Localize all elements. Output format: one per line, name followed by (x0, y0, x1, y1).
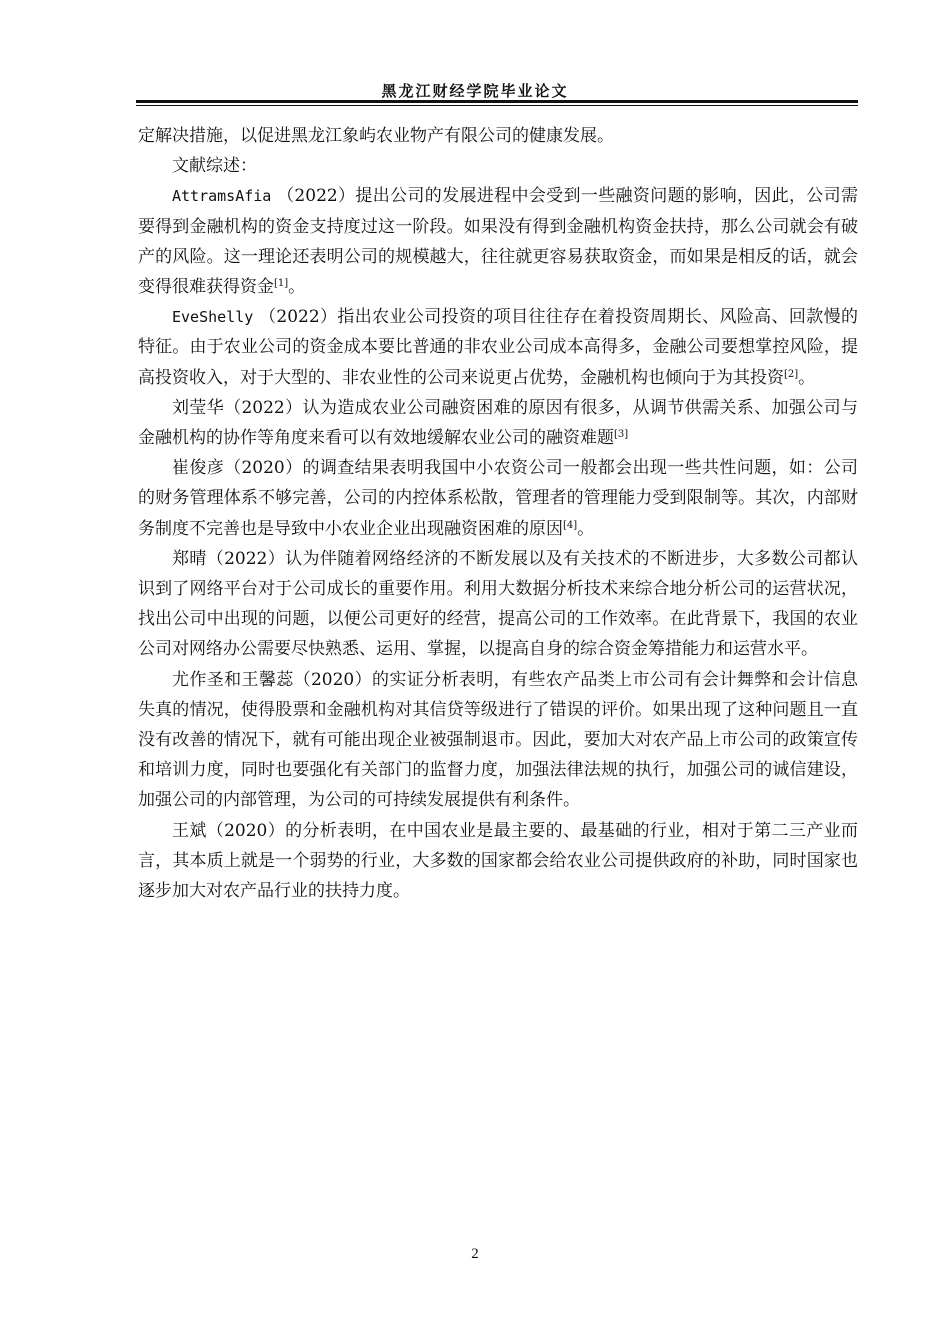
paragraph-liu-yinghua (138, 393, 858, 453)
header-rule-thin (136, 105, 858, 106)
running-header-title: 黑龙江财经学院毕业论文 (381, 82, 569, 100)
paragraph-continuation: 定解决措施，以促进黑龙江象屿农业物产有限公司的健康发展。 (138, 126, 614, 146)
paragraph-cui-junyan (138, 453, 858, 544)
author-name: AttramsAfia (172, 187, 272, 206)
paragraph-body: 刘莹华（2022）认为造成农业公司融资困难的原因有很多，从调节供需关系、加强公司与金融机构的协作等角度来看可以有效地缓解农业公司的融资难题 (138, 397, 858, 449)
paragraph-tail: 。 (577, 518, 595, 539)
citation-ref: [4] (563, 519, 578, 531)
page-number: 2 (471, 1246, 479, 1262)
section-heading-literature-review: 文献综述： (172, 156, 257, 177)
body-text (138, 121, 858, 906)
paragraph-zheng-qing: 郑晴（2022）认为伴随着网络经济的不断发展以及有关技术的不断进步，大多数公司都认识到了网络平台对于公司成长的重要作用。利用大数据分析技术来综合地分析公司的运营状况，找出公司中出现的问题，以便公司更好的经营，提高公司的工作效率。在此背景下，我国的农业公司对网络办公需要尽快熟悉、运用、掌握，以提高自身的综合资金筹措能力和运营水平。 (138, 548, 858, 660)
paragraph-body: 崔俊彦（2020）的调查结果表明我国中小农资公司一般都会出现一些共性问题，如：公司的财务管理体系不够完善，公司的内控体系松散，管理者的管理能力受到限制等。其次，内部财务制度不完善也是导致中小农业企业出现融资困难的原因 (138, 458, 858, 539)
paragraph-attramsafia (138, 181, 858, 302)
paragraph-body: （2022）指出农业公司投资的项目往往存在着投资周期长、风险高、回款慢的特征。由于农业公司的资金成本要比普通的非农业公司成本高得多，金融公司要想掌控风险，提高投资收入，对于大型的、非农业性的公司来说更占优势，金融机构也倾向于为其投资 (138, 307, 859, 388)
header-rule-thick (136, 100, 858, 103)
paragraph-body: （2022）提出公司的发展进程中会受到一些融资问题的影响，因此，公司需要得到金融机构的资金支持度过这一阶段。如果没有得到金融机构资金扶持，那么公司就会有破产的风险。这一理论还表明公司的规模越大，往往就更容易获取资金，而如果是相反的话，就会变得很难获得资金 (138, 186, 858, 298)
author-name: EveShelly (172, 308, 254, 327)
paragraph-you-zuosheng: 尤作圣和王馨蕊（2020）的实证分析表明，有些农产品类上市公司有会计舞弊和会计信息失真的情况，使得股票和金融机构对其信贷等级进行了错误的评价。如果出现了这种问题且一直没有改善的情况下，就有可能出现企业被强制退市。因此，要加大对农产品上市公司的政策宣传和培训力度，同时也要强化有关部门的监督力度，加强法律法规的执行，加强公司的诚信建设，加强公司的内部管理，为公司的可持续发展提供有利条件。 (138, 669, 858, 811)
paragraph-wang-bin: 王斌（2020）的分析表明，在中国农业是最主要的、最基础的行业，相对于第二三产业而言，其本质上就是一个弱势的行业，大多数的国家都会给农业公司提供政府的补助，同时国家也逐步加大对农产品行业的扶持力度。 (138, 820, 858, 902)
citation-ref: [2] (784, 368, 799, 380)
paragraph-tail: 。 (798, 367, 816, 388)
paragraph-eveshelly (138, 302, 858, 393)
citation-ref: [3] (614, 429, 629, 441)
paragraph-tail: 。 (288, 277, 306, 298)
citation-ref: [1] (274, 278, 289, 290)
